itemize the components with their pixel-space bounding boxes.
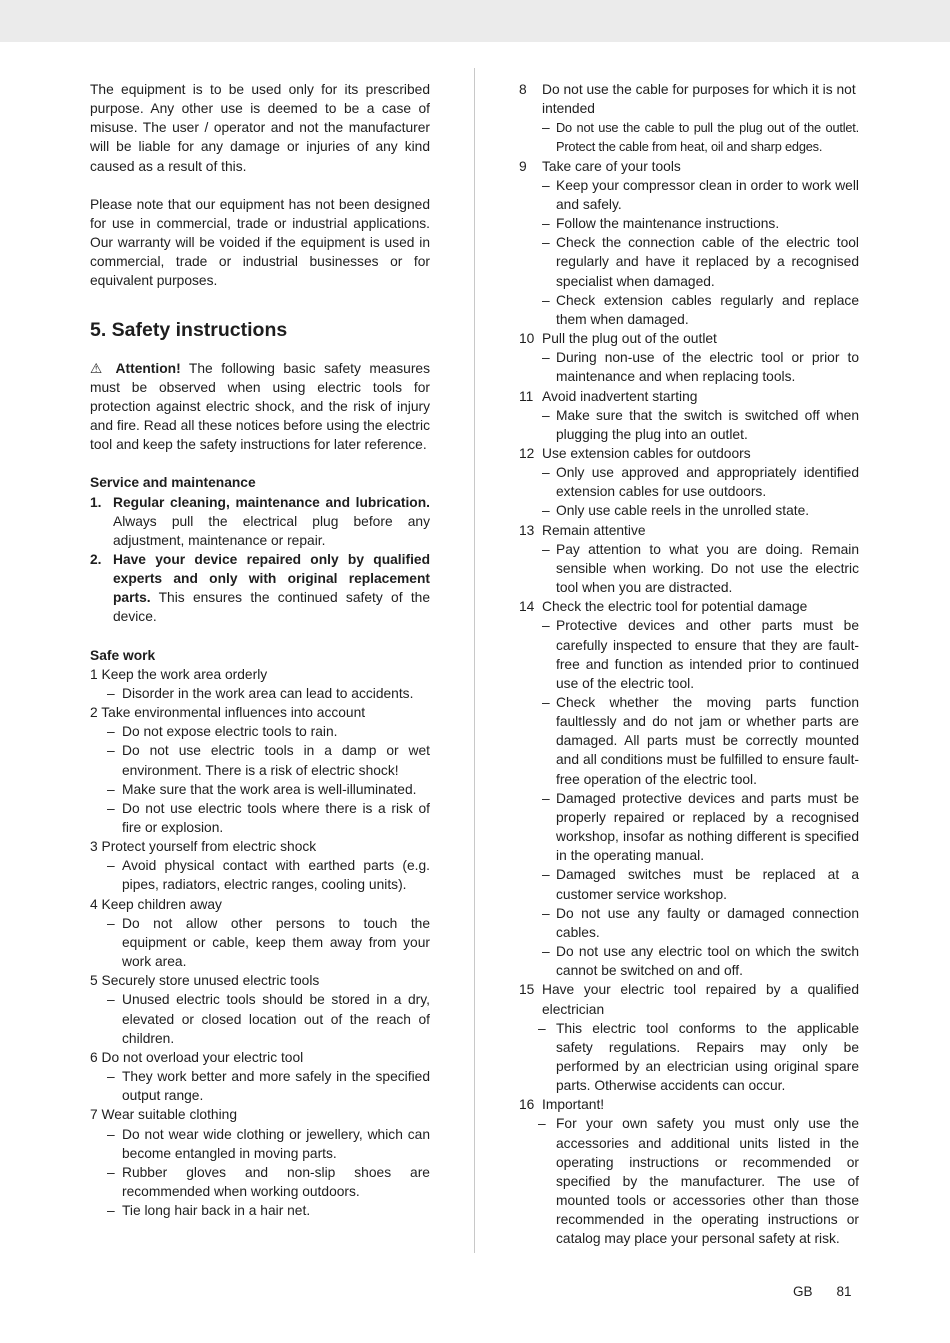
rule-sub: – Do not use any electric tool on which the switch cannot be switched on and off.	[519, 942, 859, 980]
rule-number: 13	[519, 522, 535, 538]
dash-bullet: –	[542, 541, 550, 557]
rule-number: 15	[519, 982, 535, 998]
dash-bullet: –	[542, 944, 550, 960]
safe-item-title: 6 Do not overload your electric tool	[90, 1049, 304, 1065]
safe-item-title: 7 Wear suitable clothing	[90, 1107, 237, 1123]
attention-text: The following basic safety measures must be observed when using electric tools for protection against electric shock, and the risk of injury and fire. Read all these notices before using the electric tool and keep the safety instructions for later reference.	[90, 360, 430, 453]
rule-sub: – Keep your compressor clean in order to work well and safely.	[519, 176, 859, 214]
footer-language: GB	[793, 1284, 813, 1299]
rule-sub: – Do not use any faulty or damaged connection cables.	[519, 904, 859, 942]
service-item	[90, 550, 430, 627]
safe-item-sub: – Avoid physical contact with earthed parts (e.g. pipes, radiators, electric ranges, cooling units).	[90, 856, 430, 894]
service-item-bold: Regular cleaning, maintenance and lubrication.	[113, 494, 430, 510]
rule-sub: – Check extension cables regularly and replace them when damaged.	[519, 291, 859, 329]
section-heading: 5. Safety instructions	[90, 318, 288, 341]
dash-bullet: –	[542, 503, 550, 519]
service-item-text: This ensures the continued safety of the device.	[113, 590, 430, 625]
dash-bullet: –	[542, 177, 550, 193]
service-item-number: 2.	[90, 551, 102, 567]
service-heading: Service and maintenance	[90, 475, 256, 491]
attention-paragraph	[90, 359, 430, 455]
safe-item-sub: – Tie long hair back in a hair net.	[90, 1201, 430, 1220]
rule-sub: – Only use approved and appropriately identified extension cables for use outdoors.	[519, 463, 859, 501]
rule-title: 13 Remain attentive	[519, 521, 859, 540]
dash-bullet: –	[107, 1069, 115, 1085]
safe-item-sub: – Do not use electric tools where there is a risk of fire or explosion.	[90, 799, 430, 837]
dash-bullet: –	[542, 292, 550, 308]
rule-sub: – Make sure that the switch is switched off when plugging the plug into an outlet.	[519, 406, 859, 444]
dash-bullet: –	[542, 465, 550, 481]
service-item-bold: Have your device repaired only by qualified experts and only with original replacement parts.	[113, 551, 430, 606]
dash-bullet: –	[107, 1126, 115, 1142]
dash-bullet: –	[542, 235, 550, 251]
rule-sub: – During non-use of the electric tool or prior to maintenance and when replacing tools.	[519, 348, 859, 386]
rule-number: 10	[519, 331, 535, 347]
safe-item-title: 3 Protect yourself from electric shock	[90, 839, 317, 855]
dash-bullet: –	[542, 695, 550, 710]
dash-bullet: –	[542, 350, 550, 366]
safe-item-sub: – Disorder in the work area can lead to accidents.	[90, 684, 430, 703]
safe-item-sub: – Do not use electric tools in a damp or wet environment. There is a risk of electric shock!	[90, 741, 430, 779]
warning-icon: ⚠	[90, 360, 108, 376]
safe-item-title: 5 Securely store unused electric tools	[90, 973, 320, 989]
safe-item-sub: – They work better and more safely in the specified output range.	[90, 1067, 430, 1105]
rule-title: 9 Take care of your tools	[519, 157, 859, 176]
attention-label: Attention!	[115, 360, 181, 376]
page-number: 81	[836, 1284, 852, 1299]
service-item-text: Always pull the electrical plug before any adjustment, maintenance or repair.	[113, 513, 430, 548]
top-bar	[0, 0, 950, 42]
rule-sub: – This electric tool conforms to the applicable safety regulations. Repairs may only be performed by an electrician using original spare parts. Otherwise accidents can occur.	[519, 1019, 859, 1096]
page-footer	[793, 1284, 852, 1299]
rule-sub: – Do not use the cable to pull the plug out of the outlet. Protect the cable from heat, oil and sharp edges.	[519, 118, 859, 156]
rule-title: 14 Check the electric tool for potential damage	[519, 597, 859, 616]
dash-bullet: –	[542, 790, 550, 806]
safe-item-sub: – Make sure that the work area is well-illuminated.	[90, 780, 430, 799]
dash-bullet: –	[542, 216, 550, 232]
service-item	[90, 493, 430, 550]
rule-sub: – Follow the maintenance instructions.	[519, 214, 859, 233]
rule-number: 14	[519, 599, 535, 615]
rule-sub: – Protective devices and other parts must be carefully inspected to ensure that they are fault-free and function as intended prior to continued use of the electric tool.	[519, 616, 859, 693]
safe-item-sub: – Rubber gloves and non-slip shoes are recommended when working outdoors.	[90, 1163, 430, 1201]
rule-number: 11	[519, 388, 534, 404]
service-item-number: 1.	[90, 494, 102, 510]
safe-item-sub: – Do not allow other persons to touch the equipment or cable, keep them away from your work area.	[90, 914, 430, 971]
right-column	[519, 80, 859, 1249]
safe-item-title: 4 Keep children away	[90, 896, 222, 912]
dash-bullet: –	[538, 1020, 546, 1036]
safe-item-title: 2 Take environmental influences into account	[90, 705, 366, 721]
dash-bullet: –	[107, 992, 115, 1008]
rule-number: 16	[519, 1097, 535, 1113]
rule-sub: – Check the connection cable of the electric tool regularly and have it replaced by a recognised specialist when damaged.	[519, 233, 859, 290]
safe-item-sub: – Do not expose electric tools to rain.	[90, 722, 430, 741]
safe-item-sub: – Unused electric tools should be stored in a dry, elevated or closed location out of the reach of children.	[90, 990, 430, 1047]
dash-bullet: –	[107, 743, 115, 759]
rule-sub: – Pay attention to what you are doing. Remain sensible when working. Do not use the electric tool when you are distracted.	[519, 540, 859, 597]
dash-bullet: –	[107, 915, 115, 931]
column-divider	[474, 68, 475, 1253]
rule-number: 9	[519, 158, 527, 174]
intro-paragraph-1: The equipment is to be used only for its prescribed purpose. Any other use is deemed to be a case of misuse. The user / operator and not the manufacturer will be liable for any damage or injuries of any kind caused as a result of this.	[90, 82, 430, 174]
rule-sub: – Damaged protective devices and parts must be properly repaired or replaced by a recognised workshop, insofar as nothing different is specified in the operating manual.	[519, 789, 859, 866]
dash-bullet: –	[542, 618, 550, 634]
rule-title: 8 Do not use the cable for purposes for which it is not intended	[519, 80, 859, 118]
rule-number: 12	[519, 445, 535, 461]
rule-sub: – Only use cable reels in the unrolled state.	[519, 501, 859, 520]
dash-bullet: –	[107, 781, 115, 797]
dash-bullet: –	[542, 120, 550, 136]
dash-bullet: –	[107, 1203, 115, 1219]
dash-bullet: –	[107, 800, 115, 816]
dash-bullet: –	[542, 867, 550, 883]
rule-sub: – Damaged switches must be replaced at a customer service workshop.	[519, 865, 859, 903]
dash-bullet: –	[107, 858, 115, 874]
safe-work-heading: Safe work	[90, 647, 156, 663]
dash-bullet: –	[542, 407, 550, 423]
dash-bullet: –	[107, 724, 115, 740]
rule-title: 16 Important!	[519, 1095, 859, 1114]
rule-title: 11 Avoid inadvertent starting	[519, 387, 859, 406]
dash-bullet: –	[107, 1164, 115, 1180]
safe-item-sub: – Do not wear wide clothing or jewellery, which can become entangled in moving parts.	[90, 1125, 430, 1163]
rule-title: 10 Pull the plug out of the outlet	[519, 329, 859, 348]
safe-item-title: 1 Keep the work area orderly	[90, 666, 268, 682]
dash-bullet: –	[538, 1116, 546, 1132]
rule-sub: – Check whether the moving parts function faultlessly and do not jam or whether parts are damaged. All parts must be correctly mounted and all conditions must be fulfilled to ensure fault-free operation of the electric tool.	[519, 693, 859, 789]
rule-title: 15 Have your electric tool repaired by a qualified electrician	[519, 980, 859, 1018]
dash-bullet: –	[542, 905, 550, 921]
rule-title: 12 Use extension cables for outdoors	[519, 444, 859, 463]
dash-bullet: –	[107, 685, 115, 701]
intro-paragraph-2: Please note that our equipment has not been designed for use in commercial, trade or industrial applications. Our warranty will be voided if the equipment is used in commercial, trade or industrial businesses or for equivalent purposes.	[90, 196, 430, 289]
rule-sub: – For your own safety you must only use the accessories and additional units listed in the operating instructions or recommended or specified by the manufacturer. The use of mounted tools or accessories other than those recommended in the operating instructions or catalog may place your personal safety at risk.	[519, 1114, 859, 1248]
rule-number: 8	[519, 82, 527, 97]
left-column	[90, 80, 430, 1220]
